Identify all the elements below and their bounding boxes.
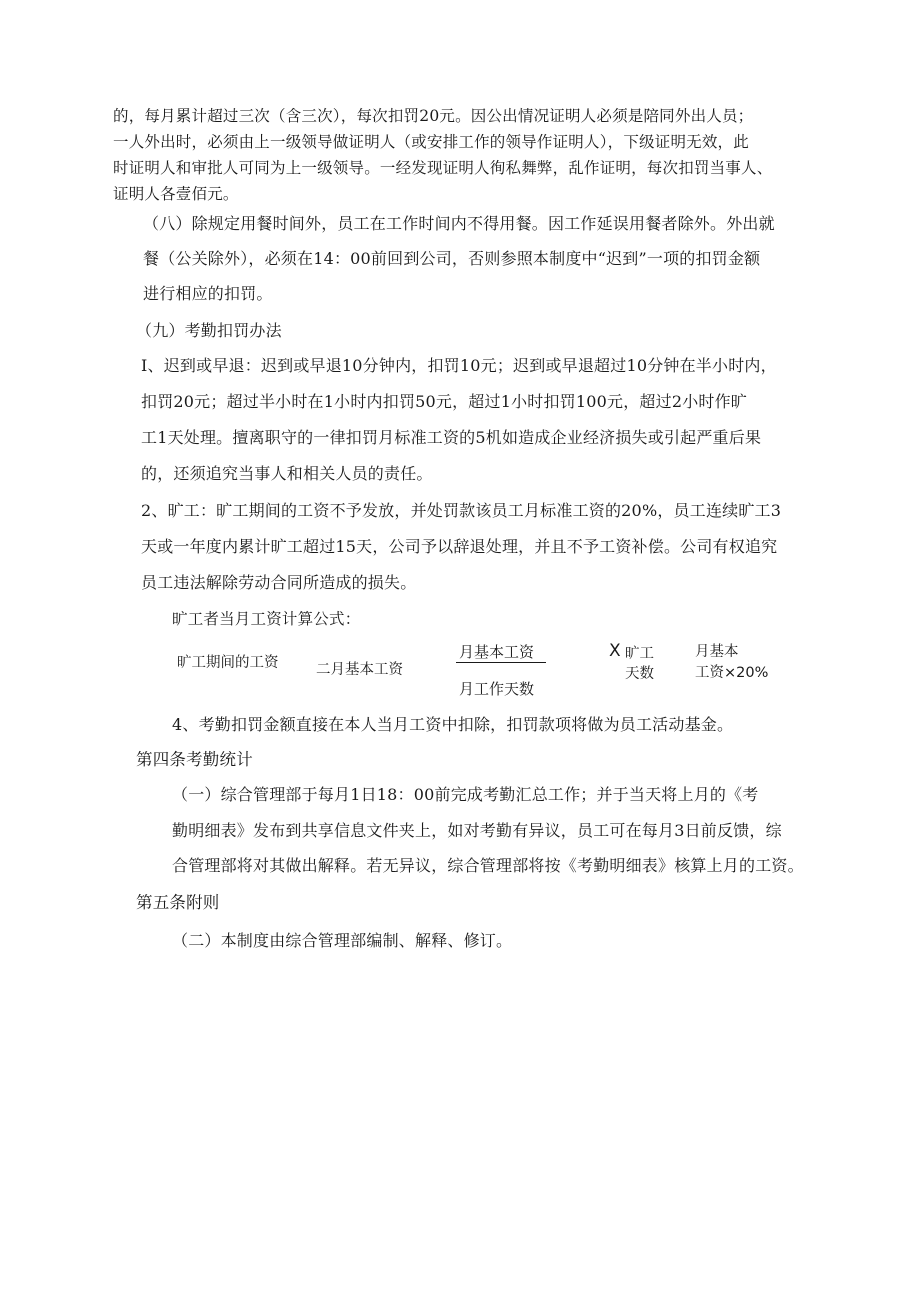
rule4-line: 4、考勤扣罚金额直接在本人当月工资中扣除，扣罚款项将做为员工活动基金。 (172, 715, 734, 734)
paragraph-line: 证明人各壹佰元。 (113, 185, 239, 203)
article4-line: （一）综合管理部于每月1日18：00前完成考勤汇总工作；并于当天将上月的《考 (172, 785, 759, 804)
times-sign: X (609, 641, 621, 661)
article4-line: 勤明细表》发布到共享信息文件夹上，如对考勤有异议，员工可在每月3日前反馈，综 (172, 821, 782, 840)
item9-title: （九）考勤扣罚办法 (136, 321, 282, 340)
rule1-line: 扣罚20元；超过半小时在1小时内扣罚50元，超过1小时扣罚100元，超过2小时作旷 (141, 392, 747, 411)
paragraph-line: 的，每月累计超过三次（含三次），每次扣罚20元。因公出情况证明人必须是陪同外出人员； (113, 107, 754, 125)
formula-absent-label-2: 天数 (625, 666, 654, 682)
item8-line: 进行相应的扣罚。 (143, 284, 273, 303)
article4-title: 第四条考勤统计 (136, 750, 253, 769)
rule1-line: 的，还须追究当事人和相关人员的责任。 (141, 464, 433, 483)
formula-monthly-label-1: 月基本 (695, 644, 739, 660)
formula-intro: 旷工者当月工资计算公式： (172, 610, 361, 628)
rule2-line: 2、旷工：旷工期间的工资不予发放，并处罚款该员工月标准工资的20%，员工连续旷工3 (141, 501, 782, 520)
article5-title: 第五条附则 (136, 893, 220, 912)
rule1-line: 工1天处理。擅离职守的一律扣罚月标准工资的5机如造成企业经济损失或引起严重后果 (141, 428, 762, 447)
formula-lhs: 旷工期间的工资 (177, 655, 279, 671)
article5-line: （二）本制度由综合管理部编制、解释、修订。 (172, 931, 513, 950)
rule2-line: 天或一年度内累计旷工超过15天，公司予以辞退处理，并且不予工资补偿。公司有权追究 (141, 537, 778, 556)
paragraph-line: 一人外出时，必须由上一级领导做证明人（或安排工作的领导作证明人），下级证明无效，此 (113, 133, 749, 151)
rule1-line: I、迟到或早退：迟到或早退10分钟内，扣罚10元；迟到或早退超过10分钟在半小时内， (141, 356, 777, 375)
paragraph-line: 时证明人和审批人可同为上一级领导。一经发现证明人徇私舞弊，乱作证明，每次扣罚当事人、 (113, 159, 773, 177)
formula-denominator: 月工作天数 (459, 680, 535, 698)
article4-line: 合管理部将对其做出解释。若无异议，综合管理部将按《考勤明细表》核算上月的工资。 (172, 856, 804, 875)
rule2-line: 员工违法解除劳动合同所造成的损失。 (141, 573, 417, 592)
item8-line: 餐（公关除外），必须在14：00前回到公司，否则参照本制度中“迟到”一项的扣罚金额 (143, 249, 761, 268)
formula-monthly-label-2: 工资×20% (695, 665, 769, 681)
formula-absent-label-1: 旷工 (625, 646, 654, 662)
formula-equals-base: 二月基本工资 (316, 662, 403, 678)
item8-line: （八）除规定用餐时间外，员工在工作时间内不得用餐。因工作延误用餐者除外。外出就 (143, 214, 775, 233)
fraction-bar (456, 662, 546, 663)
formula-numerator: 月基本工资 (459, 643, 535, 661)
